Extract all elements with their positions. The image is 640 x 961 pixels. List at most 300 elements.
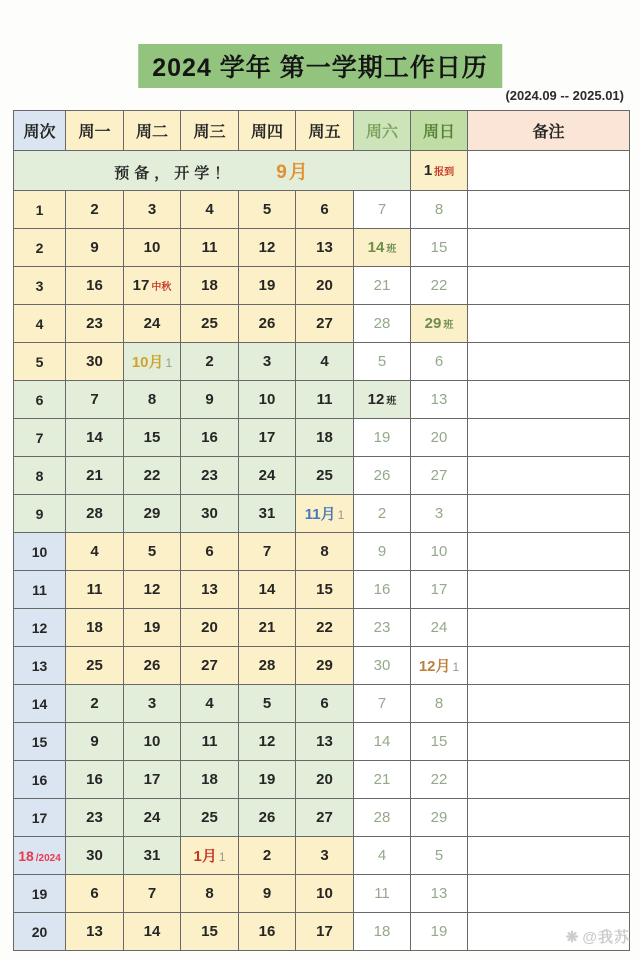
cell-text: 19 (258, 771, 276, 788)
cell-text: 24 (258, 467, 276, 484)
day-cell-wed (181, 837, 239, 875)
day-cell-tue (124, 305, 181, 343)
header-cell-week (14, 111, 66, 151)
cell-text: 9 (262, 885, 272, 902)
table-row (14, 761, 630, 799)
cell-text: 30 (373, 657, 391, 674)
day-cell-wed (181, 875, 239, 913)
day-cell-mon (66, 229, 124, 267)
cell-text: 周六 (365, 124, 398, 141)
day-cell-mon (66, 913, 124, 951)
day-cell-sun (411, 609, 468, 647)
cell-text: 18 (201, 277, 218, 294)
week-cell (14, 761, 66, 799)
day-cell-thu (239, 495, 296, 533)
cell-text: 1 (218, 850, 226, 864)
cell-text: 10 (143, 239, 161, 256)
day-cell-sat (354, 495, 411, 533)
table-row (14, 495, 630, 533)
day-cell-sat (354, 381, 411, 419)
day-cell-sat (354, 761, 411, 799)
cell-text: 周三 (193, 124, 226, 141)
prep-note: 预备，开学！ (114, 165, 235, 182)
day-cell-wed (181, 647, 239, 685)
cell-text: 14 (86, 429, 103, 446)
remark-cell (468, 571, 630, 609)
cell-text: 5 (35, 353, 44, 370)
cell-text: 15 (143, 429, 161, 446)
day-cell-tue (124, 799, 181, 837)
remark-cell (468, 799, 630, 837)
cell-text: 4 (90, 543, 99, 560)
cell-text: 22 (430, 277, 448, 294)
cell-text: 29 (430, 809, 448, 826)
day-cell-mon (66, 875, 124, 913)
week-cell (14, 305, 66, 343)
day-cell-thu (239, 609, 296, 647)
cell-text: 8 (205, 885, 214, 902)
day-cell-tue (124, 571, 181, 609)
week-cell (14, 875, 66, 913)
cell-text: 3 (147, 201, 157, 218)
cell-text: 20 (430, 429, 448, 446)
cell-text: 11 (86, 581, 103, 598)
cell-text: 19 (430, 923, 448, 940)
cell-text: 10月 (131, 354, 164, 371)
cell-text: 16 (201, 429, 218, 446)
cell-text: 17 (316, 923, 333, 940)
cell-text: 13 (86, 923, 103, 940)
day-cell-thu (239, 533, 296, 571)
remark-cell (468, 381, 630, 419)
cell-text: 4 (205, 695, 214, 712)
day-cell-sun (411, 191, 468, 229)
day-cell-sun (411, 837, 468, 875)
cell-text: 26 (373, 467, 391, 484)
cell-text: 20 (316, 277, 333, 294)
week-cell (14, 229, 66, 267)
day-cell-sat (354, 419, 411, 457)
day-cell-thu (239, 761, 296, 799)
day-cell-sat (354, 913, 411, 951)
day-cell-mon (66, 685, 124, 723)
day-cell-sun (411, 723, 468, 761)
cell-text: 14 (31, 695, 48, 712)
day-cell-sat (354, 647, 411, 685)
day-cell-wed (181, 381, 239, 419)
table-row (14, 799, 630, 837)
day-cell-thu (239, 267, 296, 305)
cell-text: 1 (35, 201, 44, 218)
week-cell (14, 495, 66, 533)
cell-text: 27 (316, 809, 333, 826)
cell-text: 10 (258, 391, 276, 408)
day-cell-sat (354, 229, 411, 267)
cell-text: 班 (443, 320, 454, 331)
cell-text: 1 (452, 660, 460, 674)
week-cell (14, 381, 66, 419)
day-cell-sun (411, 571, 468, 609)
week-cell (14, 533, 66, 571)
day-cell-sat (354, 723, 411, 761)
week-cell (14, 685, 66, 723)
cell-text: 26 (258, 809, 276, 826)
cell-text: 22 (143, 467, 161, 484)
page-title: 2024 学年 第一学期工作日历 (138, 44, 502, 88)
day-cell-sun (411, 419, 468, 457)
cell-text: 18 (18, 847, 34, 864)
table-row (14, 723, 630, 761)
day-cell-fri (296, 685, 354, 723)
cell-text: 12 (258, 733, 276, 750)
cell-text: 17 (430, 581, 448, 598)
day-cell-mon (66, 723, 124, 761)
day-cell-thu (239, 723, 296, 761)
day-cell-wed (181, 723, 239, 761)
day-cell-wed (181, 799, 239, 837)
day-cell-wed (181, 913, 239, 951)
table-row (14, 457, 630, 495)
cell-text: 13 (201, 581, 218, 598)
cell-text: 3 (147, 695, 157, 712)
cell-text: 5 (377, 353, 387, 370)
week-cell (14, 343, 66, 381)
table-row (14, 647, 630, 685)
cell-text: 1 (337, 508, 345, 522)
remark-cell (468, 151, 630, 191)
day-cell-thu (239, 837, 296, 875)
day-cell-sat (354, 533, 411, 571)
week-cell (14, 609, 66, 647)
week-cell (14, 267, 66, 305)
day-cell-tue (124, 457, 181, 495)
cell-text: 3 (320, 847, 329, 864)
cell-text: 4 (377, 847, 387, 864)
cell-text: 22 (316, 619, 333, 636)
day-cell-sat (354, 609, 411, 647)
day-cell-wed (181, 305, 239, 343)
cell-text: 20 (201, 619, 218, 636)
header-row (14, 111, 630, 151)
day-cell-thu (239, 457, 296, 495)
cell-text: 6 (205, 543, 214, 560)
cell-text: 4 (205, 201, 214, 218)
cell-text: 9 (35, 505, 44, 522)
cell-text: 29 (316, 657, 333, 674)
cell-text: 15 (430, 239, 448, 256)
day-cell-wed (181, 571, 239, 609)
header-cell-fri (296, 111, 354, 151)
remark-cell (468, 495, 630, 533)
table-row (14, 837, 630, 875)
day-cell-sun (411, 305, 468, 343)
remark-cell (468, 419, 630, 457)
cell-text: 29 (424, 315, 442, 332)
cell-text: 26 (143, 657, 161, 674)
cell-text: 周一 (78, 124, 111, 141)
day-cell-tue (124, 343, 181, 381)
cell-text: 31 (143, 847, 161, 864)
day-cell-mon (66, 571, 124, 609)
cell-text: 25 (316, 467, 333, 484)
cell-text: 18 (86, 619, 103, 636)
cell-text: 1 (423, 162, 433, 179)
day-cell-fri (296, 191, 354, 229)
cell-text: 22 (430, 771, 448, 788)
day-cell-sun (411, 761, 468, 799)
cell-text: 24 (143, 809, 161, 826)
cell-text: 17 (132, 277, 150, 294)
cell-text: 6 (320, 695, 329, 712)
cell-text: 19 (373, 429, 391, 446)
cell-text: 6 (320, 201, 329, 218)
day-cell-mon (66, 457, 124, 495)
cell-text: 15 (201, 923, 218, 940)
day-cell-thu (239, 685, 296, 723)
remark-cell (468, 229, 630, 267)
day-cell-fri (296, 723, 354, 761)
day-cell-sat (354, 343, 411, 381)
date-range: (2024.09 -- 2025.01) (505, 88, 624, 103)
day-cell-wed (181, 191, 239, 229)
cell-text: 15 (31, 733, 48, 750)
cell-text: 11 (32, 581, 47, 598)
day-cell-tue (124, 229, 181, 267)
day-cell-thu (239, 419, 296, 457)
day-cell-mon (66, 419, 124, 457)
day-cell-wed (181, 533, 239, 571)
cell-text: 27 (430, 467, 448, 484)
cell-text: 10 (316, 885, 333, 902)
cell-text: 30 (86, 847, 103, 864)
header-cell-sat (354, 111, 411, 151)
cell-text: 23 (86, 809, 103, 826)
day-cell-sat (354, 837, 411, 875)
day-cell-mon (66, 343, 124, 381)
cell-text: 12 (31, 619, 48, 636)
table-row (14, 685, 630, 723)
cell-text: 11 (201, 733, 218, 750)
cell-text: 报到 (434, 167, 455, 178)
cell-text: 23 (86, 315, 103, 332)
cell-text: /2024 (35, 852, 61, 864)
cell-text: 28 (258, 657, 276, 674)
cell-text: 6 (90, 885, 99, 902)
day-cell-sun (411, 875, 468, 913)
cell-text: 9 (90, 733, 99, 750)
month-label-september: 9月 (276, 162, 310, 183)
cell-text: 25 (86, 657, 103, 674)
cell-text: 10 (430, 543, 448, 560)
cell-text: 3 (35, 277, 44, 294)
day-cell-sun (411, 685, 468, 723)
cell-text: 12 (258, 239, 276, 256)
day-cell-fri (296, 457, 354, 495)
cell-text: 2 (90, 695, 99, 712)
remark-cell (468, 267, 630, 305)
cell-text: 17 (143, 771, 161, 788)
day-cell-fri (296, 609, 354, 647)
cell-text: 16 (373, 581, 391, 598)
day-cell-fri (296, 229, 354, 267)
cell-text: 2 (90, 201, 99, 218)
prep-row (14, 151, 630, 191)
table-row (14, 875, 630, 913)
watermark (566, 926, 630, 947)
paw-logo-icon: ❋ (565, 928, 580, 946)
cell-text: 15 (430, 733, 448, 750)
day-cell-wed (181, 419, 239, 457)
calendar-table (13, 110, 630, 951)
day-cell-fri (296, 267, 354, 305)
table-row (14, 267, 630, 305)
day-cell-thu (239, 305, 296, 343)
remark-cell (468, 685, 630, 723)
cell-text: 19 (143, 619, 161, 636)
cell-text: 9 (205, 391, 214, 408)
remark-cell (468, 305, 630, 343)
cell-text: 16 (31, 771, 48, 788)
day-cell-mon (66, 647, 124, 685)
cell-text: 10 (31, 543, 48, 560)
day-cell-fri (296, 571, 354, 609)
table-row (14, 343, 630, 381)
day-cell-tue (124, 267, 181, 305)
cell-text: 5 (434, 847, 444, 864)
watermark-text: @我苏 (582, 929, 630, 946)
day-cell-wed (181, 609, 239, 647)
day-cell-thu (239, 875, 296, 913)
day-cell-tue (124, 381, 181, 419)
cell-text: 3 (434, 505, 444, 522)
cell-text: 28 (373, 315, 391, 332)
table-row (14, 913, 630, 951)
day-cell-sun (411, 799, 468, 837)
cell-text: 18 (316, 429, 333, 446)
remark-cell (468, 533, 630, 571)
day-cell-tue (124, 913, 181, 951)
header-cell-thu (239, 111, 296, 151)
cell-text: 8 (35, 467, 44, 484)
day-cell-fri (296, 419, 354, 457)
day-cell-mon (66, 533, 124, 571)
day-cell-thu (239, 913, 296, 951)
day-cell-thu (239, 343, 296, 381)
day-cell-thu (239, 191, 296, 229)
cell-text: 13 (316, 733, 333, 750)
week-cell (14, 191, 66, 229)
cell-text: 21 (258, 619, 276, 636)
remark-cell (468, 761, 630, 799)
day-cell-tue (124, 723, 181, 761)
day-cell-fri (296, 875, 354, 913)
header-cell-tue (124, 111, 181, 151)
cell-text: 24 (143, 315, 161, 332)
day-cell-fri (296, 647, 354, 685)
week-cell (14, 647, 66, 685)
cell-text: 29 (143, 505, 161, 522)
cell-text: 15 (316, 581, 333, 598)
day-cell-mon (66, 609, 124, 647)
day-cell-wed (181, 761, 239, 799)
day-cell-fri (296, 343, 354, 381)
cell-text: 11月 (304, 506, 336, 523)
cell-text: 13 (430, 885, 448, 902)
cell-text: 14 (373, 733, 391, 750)
day-cell-sat (354, 685, 411, 723)
day-cell-fri (296, 533, 354, 571)
day-cell-wed (181, 343, 239, 381)
table-row (14, 571, 630, 609)
cell-text: 7 (147, 885, 157, 902)
cell-text: 班 (386, 396, 397, 407)
day-cell-tue (124, 609, 181, 647)
day-cell-mon (66, 191, 124, 229)
cell-text: 28 (86, 505, 103, 522)
cell-text: 周五 (308, 124, 341, 141)
day-cell-tue (124, 533, 181, 571)
cell-text: 16 (86, 771, 103, 788)
day-cell-sun (411, 457, 468, 495)
cell-text: 18 (201, 771, 218, 788)
cell-text: 5 (262, 695, 272, 712)
cell-text: 27 (201, 657, 218, 674)
cell-text: 周四 (250, 124, 283, 141)
cell-text: 3 (262, 353, 272, 370)
cell-text: 中秋 (151, 282, 172, 293)
cell-text: 2 (205, 353, 214, 370)
day-cell-wed (181, 457, 239, 495)
day-cell-sun (411, 267, 468, 305)
table-row (14, 229, 630, 267)
remark-cell (468, 609, 630, 647)
table-row (14, 533, 630, 571)
day-cell-sun (411, 495, 468, 533)
day-cell-sat (354, 875, 411, 913)
cell-text: 4 (320, 353, 329, 370)
cell-text: 16 (258, 923, 276, 940)
week-cell (14, 799, 66, 837)
cell-text: 23 (201, 467, 218, 484)
cell-text: 25 (201, 315, 218, 332)
table-row (14, 191, 630, 229)
cell-text: 1月 (193, 848, 217, 865)
cell-text: 周次 (23, 124, 56, 141)
remark-cell (468, 343, 630, 381)
cell-text: 周二 (135, 124, 168, 141)
day-cell-mon (66, 837, 124, 875)
cell-text: 4 (35, 315, 44, 332)
day-cell-fri (296, 305, 354, 343)
cell-text: 周日 (422, 124, 455, 141)
day-cell-sun (411, 533, 468, 571)
table-row (14, 419, 630, 457)
cell-text: 20 (31, 923, 48, 940)
cell-text: 8 (147, 391, 157, 408)
day-cell-sun (411, 343, 468, 381)
cell-text: 7 (377, 201, 387, 218)
week-cell (14, 837, 66, 875)
day-cell-sun (411, 647, 468, 685)
cell-text: 31 (258, 505, 276, 522)
cell-text: 21 (373, 771, 391, 788)
cell-text: 21 (373, 277, 391, 294)
cell-text: 13 (316, 239, 333, 256)
cell-text: 8 (434, 201, 444, 218)
cell-text: 7 (377, 695, 387, 712)
day-cell-tue (124, 761, 181, 799)
cell-text: 14 (367, 239, 385, 256)
